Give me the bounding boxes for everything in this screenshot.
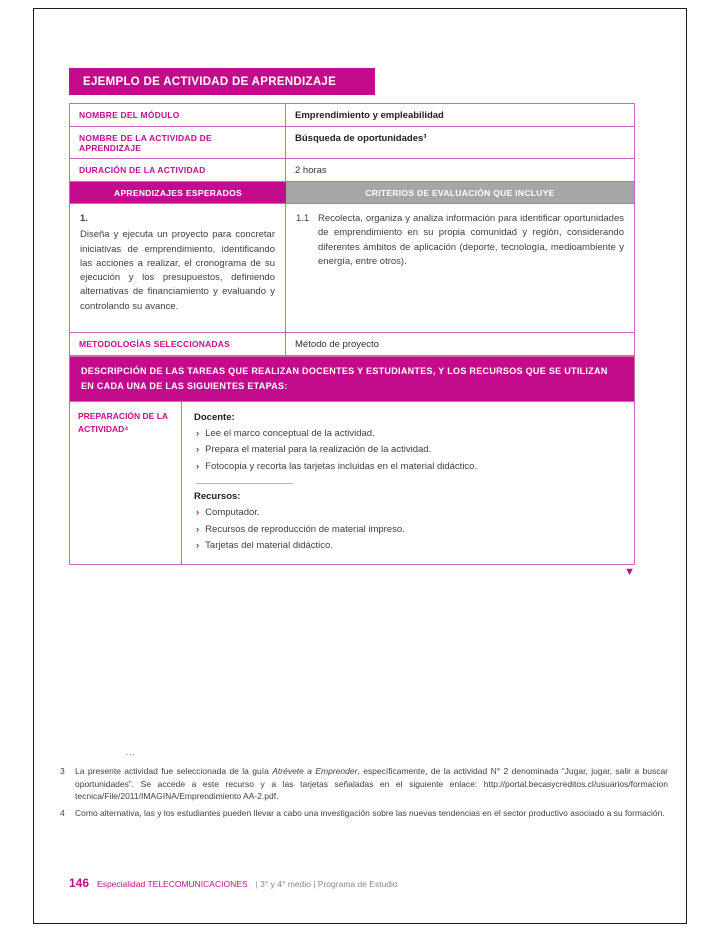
- bullet-icon: ›: [196, 444, 200, 456]
- header-criterios: CRITERIOS DE EVALUACIÓN QUE INCLUYE: [286, 182, 634, 203]
- bullet-icon: ›: [196, 540, 200, 552]
- section-divider: [196, 483, 293, 484]
- preparation-content: [182, 402, 634, 565]
- footnote-4: [60, 807, 668, 820]
- recursos-heading: Recursos:: [194, 490, 241, 502]
- list-item-text: Tarjetas del material didáctico.: [205, 540, 333, 552]
- table-row-contenido: [70, 204, 634, 333]
- criteria-number: 1.1: [296, 213, 310, 224]
- footer-specialty: Especialidad TELECOMUNICACIONES: [97, 879, 248, 889]
- expected-number: 1.: [80, 213, 88, 224]
- list-item-text: Recursos de reproducción de material impreso.: [205, 523, 405, 535]
- table-row-metodologias: [70, 333, 634, 356]
- footnote-3: [60, 765, 668, 803]
- list-item: [196, 506, 622, 520]
- table-row-actividad: [70, 127, 634, 159]
- page-footer: [69, 876, 398, 890]
- criteria-cell: [286, 204, 634, 332]
- criteria-text: Recolecta, organiza y analiza información para identificar oportunidades de emprendimiento en su propia comunidad y región, considerando diferentes ámbitos de aplicación (deporte, tecnología, medioambiente y energía, entre otros).: [318, 213, 624, 267]
- bullet-icon: ›: [196, 506, 200, 518]
- footnote-text: Como alternativa, las y los estudiantes pueden llevar a cabo una investigación sobre las nuevas tendencias en el sector productivo asociado a su formación.: [75, 808, 665, 818]
- list-item-text: Lee el marco conceptual de la actividad.: [205, 427, 375, 439]
- header-aprendizajes: APRENDIZAJES ESPERADOS: [70, 182, 286, 203]
- footnote-text: [75, 765, 668, 803]
- expected-cell: [70, 204, 286, 332]
- table-header-row: [70, 182, 634, 204]
- footnote-text-italic: Atrévete a Emprender: [272, 765, 358, 776]
- activity-table: [69, 103, 635, 565]
- list-item: [196, 443, 622, 457]
- footnote-number: 4: [60, 808, 65, 818]
- row-label-metodologias: METODOLOGÍAS SELECCIONADAS: [70, 333, 286, 355]
- footnote-text-pre: La presente actividad fue seleccionada de la guía: [75, 765, 273, 776]
- list-item: [196, 539, 622, 553]
- footer-meta: | 3° y 4° medio | Programa de Estudio: [255, 879, 398, 889]
- bullet-icon: ›: [196, 523, 200, 535]
- table-row-duracion: [70, 159, 634, 182]
- description-bar: DESCRIPCIÓN DE LAS TAREAS QUE REALIZAN DOCENTES Y ESTUDIANTES, Y LOS RECURSOS QUE SE UTILIZAN EN CADA UNA DE LAS SIGUIENTES ETAPAS:: [70, 356, 634, 401]
- list-item: [196, 523, 622, 537]
- bullet-icon: ›: [196, 461, 200, 473]
- list-item: [196, 427, 622, 441]
- activity-section: [69, 68, 635, 578]
- continuation-arrow-icon: ▼: [624, 566, 635, 579]
- row-value-actividad: Búsqueda de oportunidades³: [295, 133, 427, 144]
- list-item-text: Fotocopia y recorta las tarjetas incluidas en el material didáctico.: [205, 461, 478, 473]
- preparation-label: PREPARACIÓN DE LA ACTIVIDAD⁴: [70, 402, 182, 565]
- row-label-duracion: DURACIÓN DE LA ACTIVIDAD: [70, 159, 286, 181]
- page-frame: [33, 8, 687, 924]
- list-item-text: Computador.: [205, 506, 260, 518]
- page-title: EJEMPLO DE ACTIVIDAD DE APRENDIZAJE: [69, 68, 375, 95]
- docente-heading: Docente:: [194, 411, 235, 423]
- table-row-preparacion: [70, 401, 634, 565]
- table-row-modulo: [70, 104, 634, 127]
- footnote-number: 3: [60, 765, 65, 776]
- page-number: 146: [69, 876, 90, 890]
- continuation-ellipsis: ...: [126, 747, 137, 757]
- row-value-metodologias: Método de proyecto: [295, 339, 379, 350]
- list-item: [196, 460, 622, 474]
- footnote-text-post: , específicamente, de la actividad N° 2 denominada “Jugar, jugar, salir a buscar oportunidades”. Se accede a este recurso y a las tarjetas señaladas en el siguiente enlace: http://portal.becasycreditos.cl/usuarios/formacion tecnica/File/2011/IMAGINA/Emprendimiento AA-2.pdf.: [75, 765, 668, 802]
- row-value-duracion: 2 horas: [295, 165, 327, 176]
- list-item-text: Prepara el material para la realización de la actividad.: [205, 444, 432, 456]
- footnotes: [60, 746, 668, 824]
- row-label-actividad: NOMBRE DE LA ACTIVIDAD DE APRENDIZAJE: [70, 127, 286, 158]
- expected-text: Diseña y ejecuta un proyecto para concretar iniciativas de emprendimiento, identificando las acciones a realizar, el cronograma de su ejecución y los presupuestos, definiendo alternativas de financiamiento y evaluando y controlando su avance.: [80, 229, 275, 312]
- bullet-icon: ›: [196, 427, 200, 439]
- row-value-modulo: Emprendimiento y empleabilidad: [295, 110, 444, 121]
- row-label-modulo: NOMBRE DEL MÓDULO: [70, 104, 286, 126]
